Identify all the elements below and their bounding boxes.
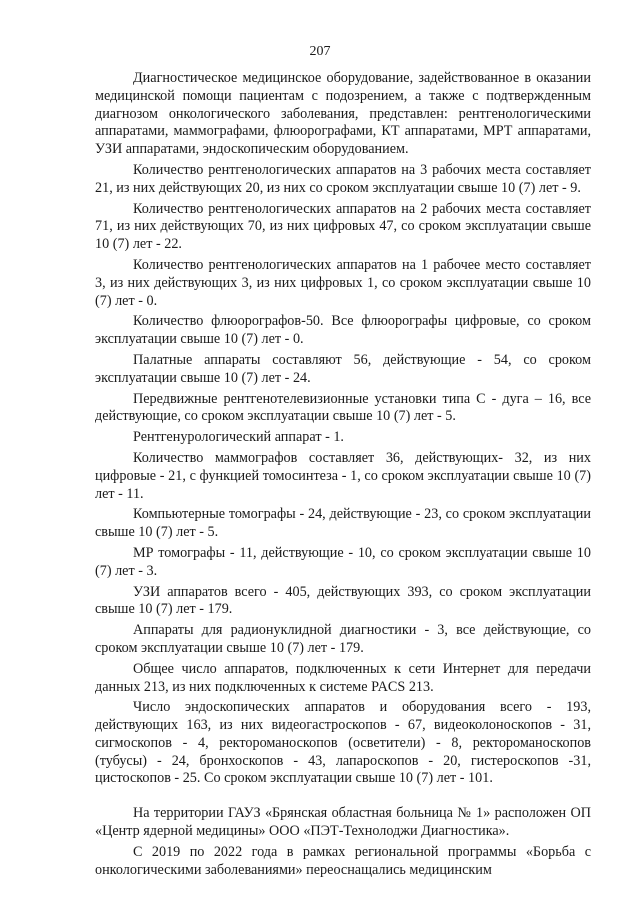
paragraph-xray-1-workplace: Количество рентгенологических аппаратов на 1 рабочее место составляет 3, из них действующих 3, из них цифровых 1, со сроком эксплуатации свыше 10 (7) лет - 0. bbox=[95, 256, 591, 309]
paragraph-mr-scanners: МР томографы - 11, действующие - 10, со сроком эксплуатации свыше 10 (7) лет - 3. bbox=[95, 544, 591, 579]
paragraph-ultrasound: УЗИ аппаратов всего - 405, действующих 393, со сроком эксплуатации свыше 10 (7) лет - 179. bbox=[95, 583, 591, 618]
paragraph-internet-pacs: Общее число аппаратов, подключенных к сети Интернет для передачи данных 213, из них подключенных к системе PACS 213. bbox=[95, 660, 591, 695]
document-body bbox=[95, 70, 591, 882]
paragraph-urology-xray: Рентгенурологический аппарат - 1. bbox=[133, 429, 344, 446]
paragraph-xray-2-workplaces: Количество рентгенологических аппаратов на 2 рабочих места составляет 71, из них действующих 70, из них цифровых 47, со сроком эксплуатации свыше 10 (7) лет - 22. bbox=[95, 200, 591, 253]
page-number: 207 bbox=[309, 44, 331, 59]
paragraph-xray-3-workplaces: Количество рентгенологических аппаратов на 3 рабочих места составляет 21, из них действующих 20, из них со сроком эксплуатации свыше 10 (7) лет - 9. bbox=[95, 161, 591, 196]
paragraph-equipment-overview: Диагностическое медицинское оборудование, задействованное в оказании медицинской помощи пациентам с подозрением, а также с подтвержденным диагнозом онкологического заболевания, представлен: рентгенологическими аппаратами, маммографами, флюорографами, КТ аппаратами, МРТ аппаратами, УЗИ аппаратами, эндоскопическим оборудованием. bbox=[95, 70, 591, 158]
paragraph-fluorographs: Количество флюорографов-50. Все флюорографы цифровые, со сроком эксплуатации свыше 10 (7) лет - 0. bbox=[95, 313, 591, 348]
paragraph-ct-scanners: Компьютерные томографы - 24, действующие - 23, со сроком эксплуатации свыше 10 (7) лет - 5. bbox=[95, 506, 591, 541]
paragraph-c-arm-units: Передвижные рентгенотелевизионные установки типа С - дуга – 16, все действующие, со сроком эксплуатации свыше 10 (7) лет - 5. bbox=[95, 390, 591, 425]
paragraph-endoscopy: Число эндоскопических аппаратов и оборудования всего - 193, действующих 163, из них видеогастроскопов - 67, видеоколоноскопов - 31, сигмоскопов - 4, ректороманоскопов (осветители) - 8, ректороманоскопов (тубусы) - 24, бронхоскопов - 43, лапароскопов - 20, гистероскопов -31, цистоскопов - 25. Со сроком эксплуатации свыше 10 (7) лет - 101. bbox=[95, 699, 591, 787]
paragraph-radionuclide: Аппараты для радионуклидной диагностики - 3, все действующие, со сроком эксплуатации свыше 10 (7) лет - 179. bbox=[95, 622, 591, 656]
paragraph-ward-units: Палатные аппараты составляют 56, действующие - 54, со сроком эксплуатации свыше 10 (7) лет - 24. bbox=[95, 351, 591, 386]
paragraph-regional-program: С 2019 по 2022 года в рамках региональной программы «Борьба с онкологическими заболеваниями» переоснащались медицинским bbox=[95, 843, 591, 878]
paragraph-nuclear-center: На территории ГАУЗ «Брянская областная больница № 1» расположен ОП «Центр ядерной медицины» ООО «ПЭТ-Технолоджи Диагностика». bbox=[95, 805, 591, 840]
paragraph-mammographs: Количество маммографов составляет 36, действующих- 32, из них цифровые - 21, с функцией томосинтеза - 1, со сроком эксплуатации свыше 10 (7) лет - 11. bbox=[95, 449, 591, 502]
